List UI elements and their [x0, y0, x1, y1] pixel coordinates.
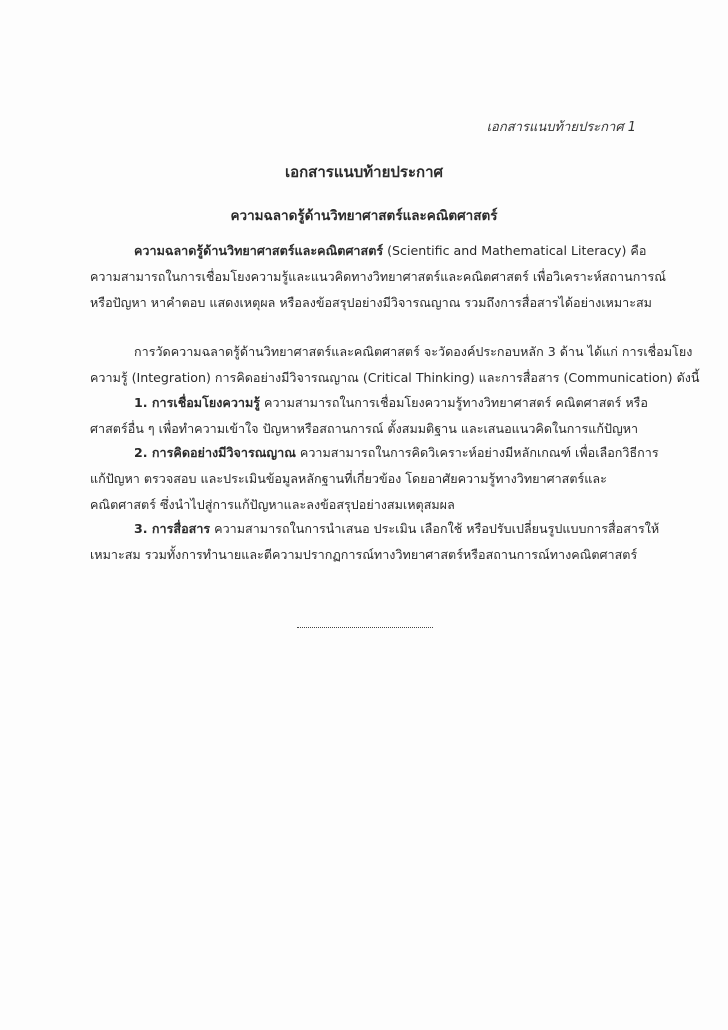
intro-line-2: ความสามารถในการเชื่อมโยงความรู้และแนวคิดทางวิทยาศาสตร์และคณิตศาสตร์ เพื่อวิเคราะห์สถานการณ์ [90, 269, 666, 284]
item-critical-thinking-label: 2. การคิดอย่างมีวิจารณญาณ [134, 445, 296, 460]
item-critical-thinking-line-2: แก้ปัญหา ตรวจสอบ และประเมินข้อมูลหลักฐานที่เกี่ยวข้อง โดยอาศัยความรู้ทางวิทยาศาสตร์และ [90, 471, 607, 486]
item-critical-thinking-line-1-text: ความสามารถในการคิดวิเคราะห์อย่างมีหลักเกณฑ์ เพื่อเลือกวิธีการ [295, 445, 659, 460]
document-subtitle: ความฉลาดรู้ด้านวิทยาศาสตร์และคณิตศาสตร์ [230, 208, 498, 224]
annex-label: เอกสารแนบท้ายประกาศ 1 [486, 120, 636, 135]
item-communication-label: 3. การสื่อสาร [134, 521, 211, 536]
end-divider [297, 627, 433, 628]
intro-line-1 [90, 238, 647, 264]
item-integration-label: 1. การเชื่อมโยงความรู้ [134, 395, 261, 410]
measurement-line-2: ความรู้ (Integration) การคิดอย่างมีวิจารณญาณ (Critical Thinking) และการสื่อสาร (Communication) ดังนี้ [90, 370, 700, 385]
item-integration [90, 390, 648, 442]
item-critical-thinking-line-1 [90, 440, 659, 466]
item-critical-thinking [90, 440, 659, 518]
item-communication [90, 516, 660, 568]
item-communication-line-1 [90, 516, 660, 542]
intro-line-3: หรือปัญหา หาคำตอบ แสดงเหตุผล หรือลงข้อสรุปอย่างมีวิจารณญาณ รวมถึงการสื่อสารได้อย่างเหมาะสม [90, 295, 652, 310]
intro-lead-term: ความฉลาดรู้ด้านวิทยาศาสตร์และคณิตศาสตร์ [134, 243, 384, 258]
measurement-line-1: การวัดความฉลาดรู้ด้านวิทยาศาสตร์และคณิตศาสตร์ จะวัดองค์ประกอบหลัก 3 ด้าน ได้แก่ การเชื่อมโยง [134, 344, 693, 359]
item-communication-line-1-text: ความสามารถในการนำเสนอ ประเมิน เลือกใช้ หรือปรับเปลี่ยนรูปแบบการสื่อสารให้ [210, 521, 660, 536]
intro-line-1-text: (Scientific and Mathematical Literacy) คือ [383, 243, 647, 258]
item-communication-line-2: เหมาะสม รวมทั้งการทำนายและตีความปรากฏการณ์ทางวิทยาศาสตร์หรือสถานการณ์ทางคณิตศาสตร์ [90, 547, 638, 562]
item-integration-line-2: ศาสตร์อื่น ๆ เพื่อทำความเข้าใจ ปัญหาหรือสถานการณ์ ตั้งสมมติฐาน และเสนอแนวคิดในการแก้ปัญหา [90, 421, 639, 436]
measurement-paragraph [90, 339, 700, 391]
item-critical-thinking-line-3: คณิตศาสตร์ ซึ่งนำไปสู่การแก้ปัญหาและลงข้อสรุปอย่างสมเหตุสมผล [90, 497, 455, 512]
intro-paragraph [90, 238, 666, 316]
document-title: เอกสารแนบท้ายประกาศ [284, 163, 444, 181]
item-integration-line-1-text: ความสามารถในการเชื่อมโยงความรู้ทางวิทยาศาสตร์ คณิตศาสตร์ หรือ [260, 395, 648, 410]
item-integration-line-1 [90, 390, 648, 416]
